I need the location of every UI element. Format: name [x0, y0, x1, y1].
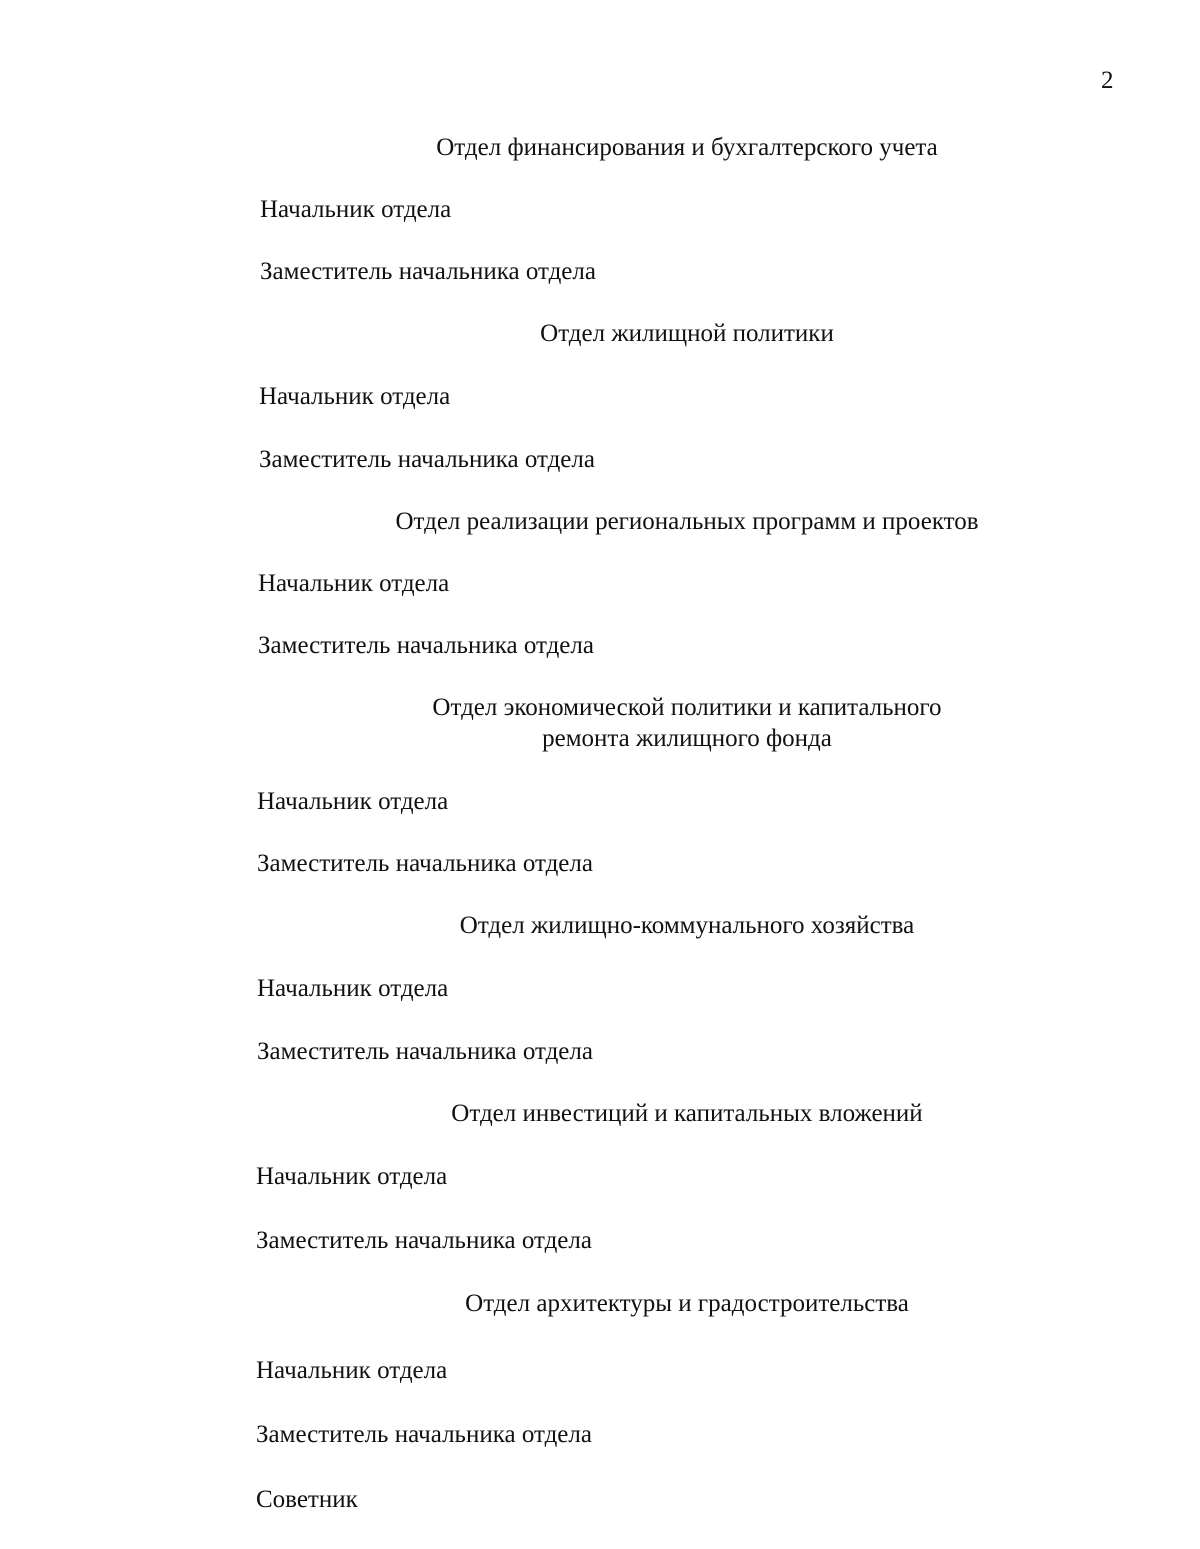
department-heading-line: Отдел жилищно-коммунального хозяйства [459, 912, 915, 939]
department-heading-line: ремонта жилищного фонда [542, 725, 832, 752]
position-title: Заместитель начальника отдела [257, 1038, 593, 1065]
department-heading-line: Отдел инвестиций и капитальных вложений [451, 1100, 923, 1127]
department-heading [352, 910, 1022, 941]
department-heading-line: Отдел жилищной политики [540, 320, 834, 347]
department-heading [352, 506, 1022, 537]
department-heading-line: Отдел реализации региональных программ и проектов [395, 508, 979, 535]
department-heading [352, 318, 1022, 349]
position-title: Заместитель начальника отдела [257, 850, 593, 877]
position-title: Начальник отдела [256, 1357, 448, 1384]
position-title: Заместитель начальника отдела [260, 258, 596, 285]
position-title: Начальник отдела [257, 975, 449, 1002]
department-heading [352, 1288, 1022, 1319]
position-title: Заместитель начальника отдела [259, 446, 595, 473]
position-title: Начальник отдела [258, 570, 450, 597]
position-title: Заместитель начальника отдела [256, 1227, 592, 1254]
page-number: 2 [1101, 67, 1114, 94]
position-title: Заместитель начальника отдела [258, 632, 594, 659]
department-heading [352, 1098, 1022, 1129]
department-heading-line: Отдел финансирования и бухгалтерского учета [436, 134, 938, 161]
department-heading-line: Отдел архитектуры и градостроительства [465, 1290, 909, 1317]
department-heading [352, 692, 1022, 754]
position-title: Начальник отдела [257, 788, 449, 815]
department-heading-line: Отдел экономической политики и капитального [432, 694, 942, 721]
position-title: Начальник отдела [259, 383, 451, 410]
position-title: Советник [256, 1486, 358, 1513]
position-title: Начальник отдела [260, 196, 452, 223]
department-heading [352, 132, 1022, 163]
position-title: Заместитель начальника отдела [256, 1421, 592, 1448]
position-title: Начальник отдела [256, 1163, 448, 1190]
